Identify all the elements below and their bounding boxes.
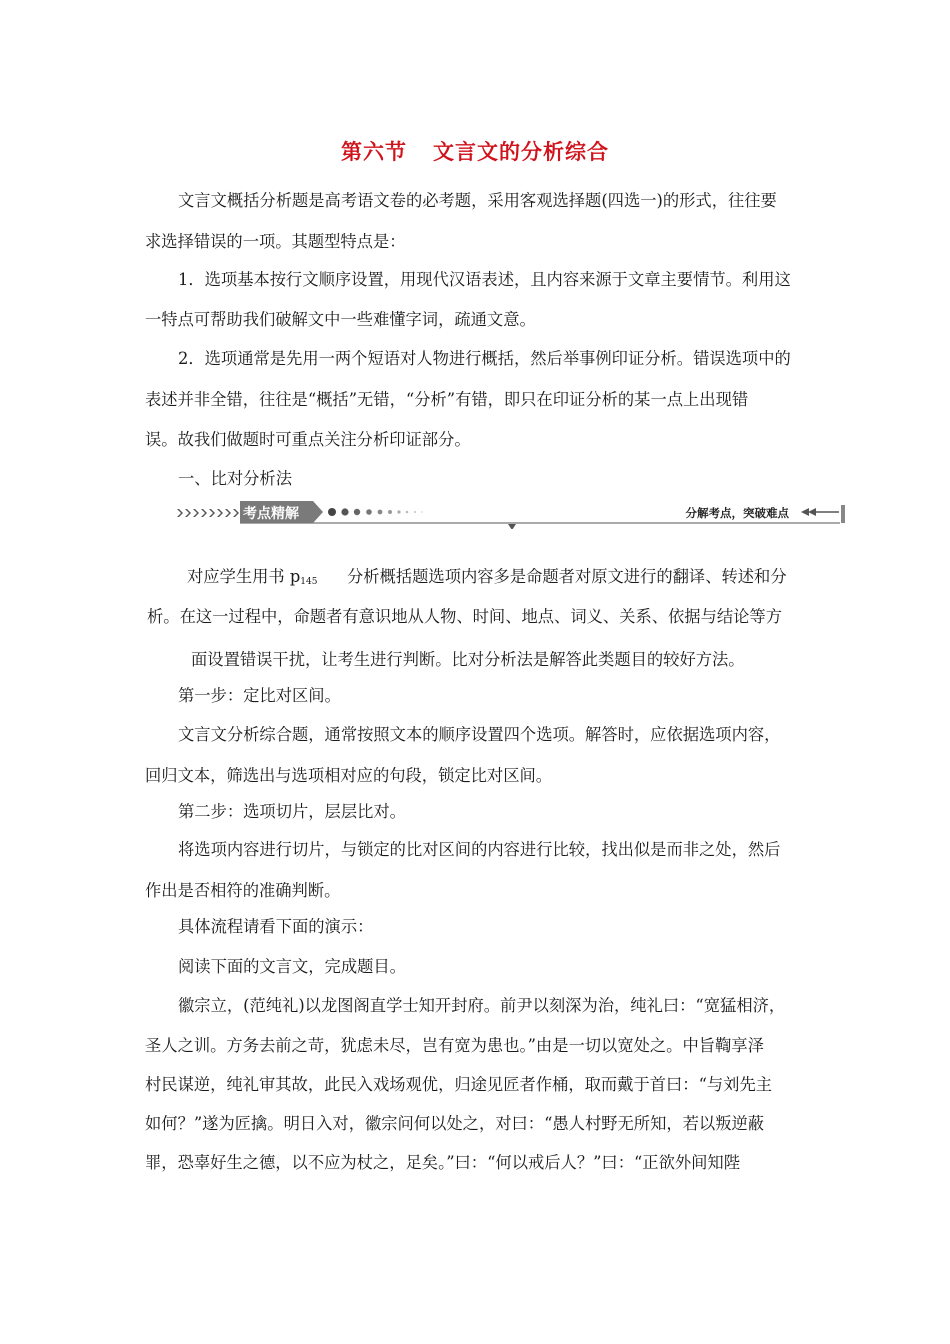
paragraph-line: 求选择错误的一项。其题型特点是： [145, 232, 406, 251]
reference-page: 145 [300, 577, 318, 587]
paragraph-line: 第二步：选项切片，层层比对。 [178, 802, 406, 821]
passage-line: 圣人之训。方务去前之苛，犹虑未尽，岂有宽为患也。”由是一切以宽处之。中旨鞫享泽 [145, 1036, 764, 1055]
passage-line: 村民谋逆，纯礼审其故，此民入戏场观优，归途见匠者作桶，取而戴于首曰：“与刘先主 [145, 1075, 773, 1094]
paragraph-line: 分析概括题选项内容多是命题者对原文进行的翻译、转述和分 [347, 567, 787, 586]
section-banner [175, 501, 847, 529]
paragraph-line: 一特点可帮助我们破解文中一些难懂字词，疏通文意。 [145, 310, 536, 329]
paragraph-line: 误。故我们做题时可重点关注分析印证部分。 [145, 430, 471, 449]
paragraph-line: 文言文分析综合题，通常按照文本的顺序设置四个选项。解答时，应依据选项内容， [178, 725, 781, 744]
textbook-reference: 对应学生用书 p145 [187, 567, 318, 587]
paragraph-line: 析。在这一过程中，命题者有意识地从人物、时间、地点、词义、关系、依据与结论等方 [147, 607, 782, 626]
passage-line: 罪，恐辜好生之德，以不应为杖之，足矣。”曰：“何以戒后人？”曰：“正欲外间知陛 [145, 1153, 740, 1172]
passage-line: 徽宗立，(范纯礼)以龙图阁直学士知开封府。前尹以刻深为治，纯礼曰：“宽猛相济， [178, 996, 786, 1015]
paragraph-line: 具体流程请看下面的演示： [178, 917, 374, 936]
paragraph-line: 表述并非全错，往往是“概括”无错，“分析”有错，即只在印证分析的某一点上出现错 [145, 390, 749, 409]
paragraph-line: 2．选项通常是先用一两个短语对人物进行概括，然后举事例印证分析。错误选项中的 [178, 349, 791, 368]
paragraph-line: 回归文本，筛选出与选项相对应的句段，锁定比对区间。 [145, 766, 553, 785]
banner-badge: 考点精解 [243, 506, 299, 522]
banner-caption: 分解考点，突破难点 [685, 506, 789, 520]
title-section-name: 文言文的分析综合 [433, 140, 609, 164]
passage-line: 如何？”遂为匠擒。明日入对，徽宗问何以处之，对曰：“愚人村野无所知，若以叛逆蔽 [145, 1114, 765, 1133]
section-heading: 一、比对分析法 [178, 469, 292, 488]
paragraph-line: 面设置错误干扰，让考生进行判断。比对分析法是解答此类题目的较好方法。 [191, 650, 745, 669]
page-title [0, 136, 950, 166]
paragraph-line: 作出是否相符的准确判断。 [145, 881, 341, 900]
paragraph-line: 文言文概括分析题是高考语文卷的必考题，采用客观选择题(四选一)的形式，往往要 [178, 191, 777, 210]
paragraph-line: 1．选项基本按行文顺序设置，用现代汉语表述，且内容来源于文章主要情节。利用这 [178, 270, 791, 289]
paragraph-line: 阅读下面的文言文，完成题目。 [178, 957, 406, 976]
title-section-number: 第六节 [341, 140, 407, 164]
paragraph-line: 第一步：定比对区间。 [178, 686, 341, 705]
paragraph-line: 将选项内容进行切片，与锁定的比对区间的内容进行比较，找出似是而非之处，然后 [178, 840, 781, 859]
